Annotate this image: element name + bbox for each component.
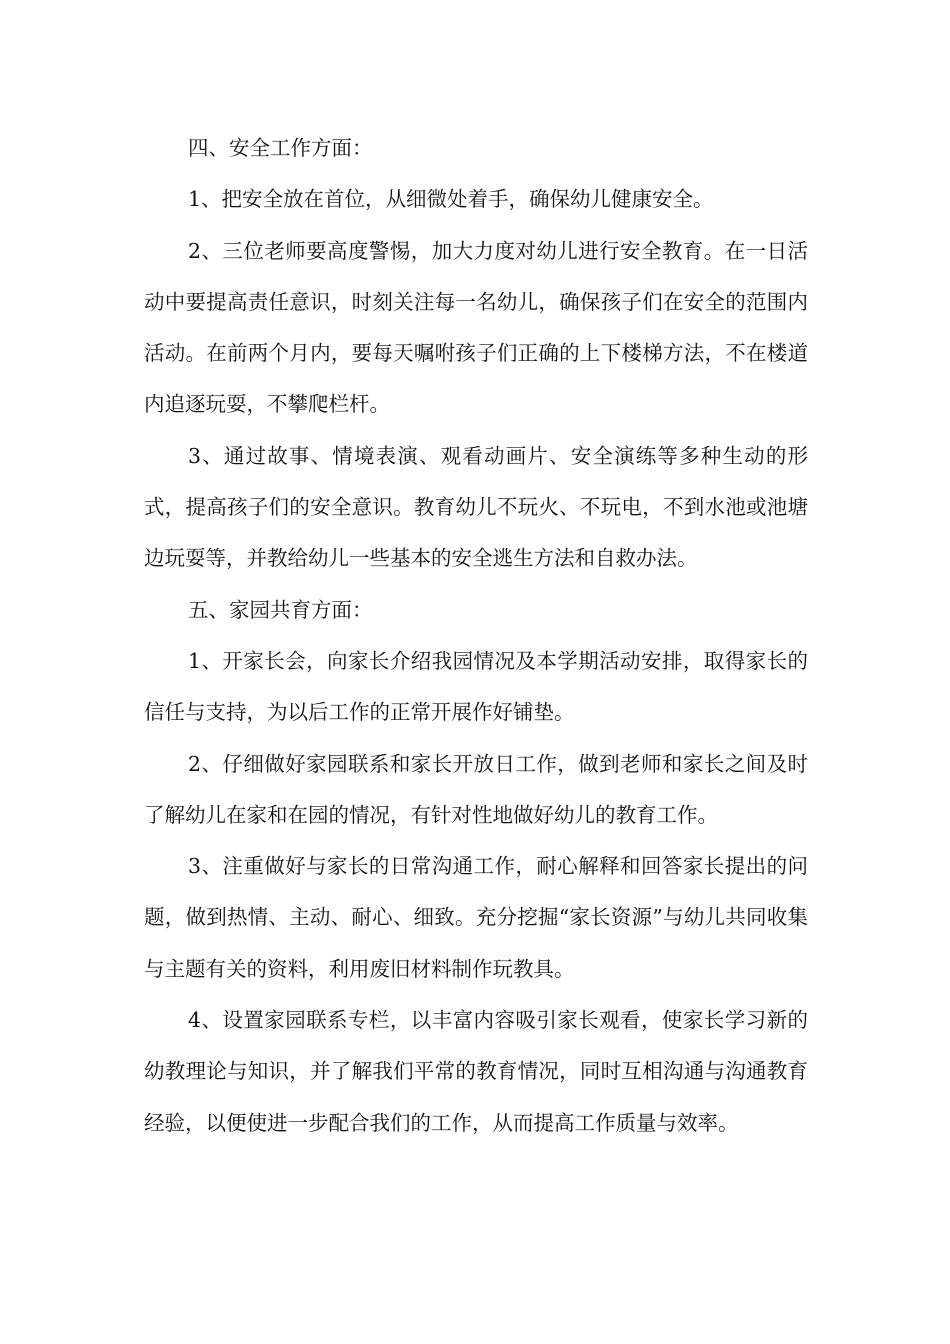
paragraph-home-school-3: 3、注重做好与家长的日常沟通工作，耐心解释和回答家长提出的问题，做到热情、主动、耐心、细致。充分挖掘“家长资源”与幼儿共同收集与主题有关的资料，利用废旧材料制作玩教具。 [144,854,808,981]
paragraph-safety-2: 2、三位老师要高度警惕，加大力度对幼儿进行安全教育。在一日活动中要提高责任意识，时刻关注每一名幼儿，确保孩子们在安全的范围内活动。在前两个月内，要每天嘱咐孩子们正确的上下楼梯方法，不在楼道内追逐玩耍，不攀爬栏杆。 [144,238,808,417]
paragraph-safety-3: 3、通过故事、情境表演、观看动画片、安全演练等多种生动的形式，提高孩子们的安全意识。教育幼儿不玩火、不玩电，不到水池或池塘边玩耍等，并教给幼儿一些基本的安全逃生方法和自救办法。 [144,443,808,571]
paragraph-home-school-4: 4、设置家园联系专栏，以丰富内容吸引家长观看，使家长学习新的幼教理论与知识，并了解我们平常的教育情况，同时互相沟通与沟通教育经验，以便使进一步配合我们的工作，从而提高工作质量与效率。 [144,1008,808,1135]
paragraph-home-school-1: 1、开家长会，向家长介绍我园情况及本学期活动安排，取得家长的信任与支持，为以后工作的正常开展作好铺垫。 [144,648,808,725]
section-heading-home-school: 五、家园共育方面： [188,597,373,622]
paragraph-home-school-2: 2、仔细做好家园联系和家长开放日工作，做到老师和家长之间及时了解幼儿在家和在园的情况，有针对性地做好幼儿的教育工作。 [144,751,808,827]
document-page [144,123,808,1149]
paragraph-safety-1: 1、把安全放在首位，从细微处着手，确保幼儿健康安全。 [188,187,714,212]
section-heading-safety: 四、安全工作方面： [188,136,373,160]
